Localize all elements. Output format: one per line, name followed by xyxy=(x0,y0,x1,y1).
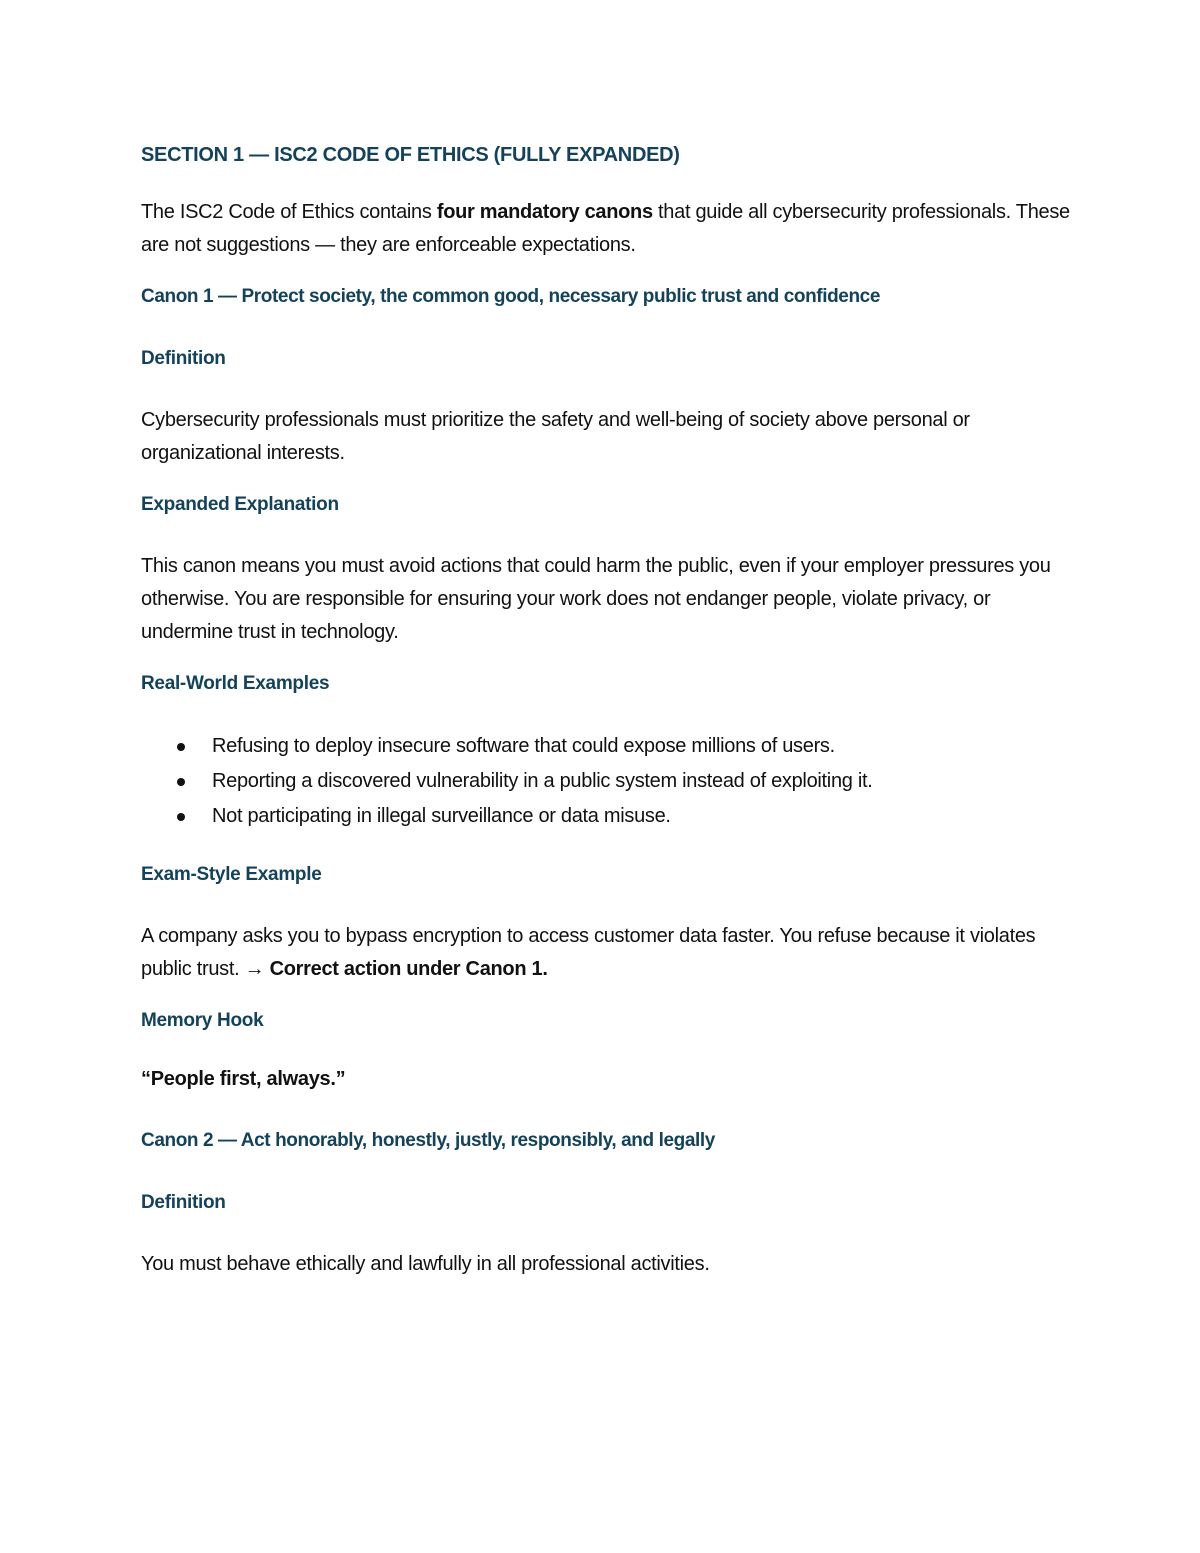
intro-text-after: that guide all cybersecurity professionals. These are not suggestions — they are enforceable expectations. xyxy=(141,201,1070,256)
canon-1-exam-paragraph xyxy=(141,920,1080,986)
canon-1-memory-text: “People first, always.” xyxy=(141,1068,346,1090)
canon-2-definition-heading: Definition xyxy=(141,1192,226,1213)
canon-1-expanded-heading: Expanded Explanation xyxy=(141,494,339,515)
list-item-text: Refusing to deploy insecure software that could expose millions of users. xyxy=(212,735,835,757)
canon-2-definition-text: You must behave ethically and lawfully in all professional activities. xyxy=(141,1253,710,1275)
canon-1-exam-text: A company asks you to bypass encryption to access customer data faster. You refuse because it violates public trust. → xyxy=(141,925,1036,980)
canon-1-title: Canon 1 — Protect society, the common good, necessary public trust and confidence xyxy=(141,286,881,307)
bullet-icon xyxy=(177,778,185,786)
canon-1-exam-heading: Exam-Style Example xyxy=(141,864,322,885)
canon-1-exam-bold: Correct action under Canon 1. xyxy=(269,958,548,980)
list-item xyxy=(141,764,1080,799)
list-item xyxy=(141,729,1080,764)
canon-2-title: Canon 2 — Act honorably, honestly, justly, responsibly, and legally xyxy=(141,1130,715,1151)
canon-1-memory-heading: Memory Hook xyxy=(141,1010,264,1031)
intro-text-bold: four mandatory canons xyxy=(436,201,653,223)
bullet-icon xyxy=(177,813,185,821)
canon-1-expanded-text: This canon means you must avoid actions that could harm the public, even if your employer pressures you otherwise. You are responsible for ensuring your work does not endanger people, violate privacy, or undermine trust in technology. xyxy=(141,555,1051,643)
canon-1-definition-heading: Definition xyxy=(141,348,226,369)
intro-paragraph xyxy=(141,196,1080,262)
list-item-text: Reporting a discovered vulnerability in a public system instead of exploiting it. xyxy=(212,770,873,792)
canon-1-definition-text: Cybersecurity professionals must prioritize the safety and well-being of society above personal or organizational interests. xyxy=(141,409,970,464)
canon-1-examples-list xyxy=(141,729,1080,834)
canon-1-examples-heading: Real-World Examples xyxy=(141,673,330,694)
section-title: SECTION 1 — ISC2 CODE OF ETHICS (FULLY EXPANDED) xyxy=(141,144,680,166)
list-item xyxy=(141,799,1080,834)
intro-text-before: The ISC2 Code of Ethics contains xyxy=(141,201,437,223)
list-item-text: Not participating in illegal surveillance or data misuse. xyxy=(212,805,671,827)
bullet-icon xyxy=(177,743,185,751)
